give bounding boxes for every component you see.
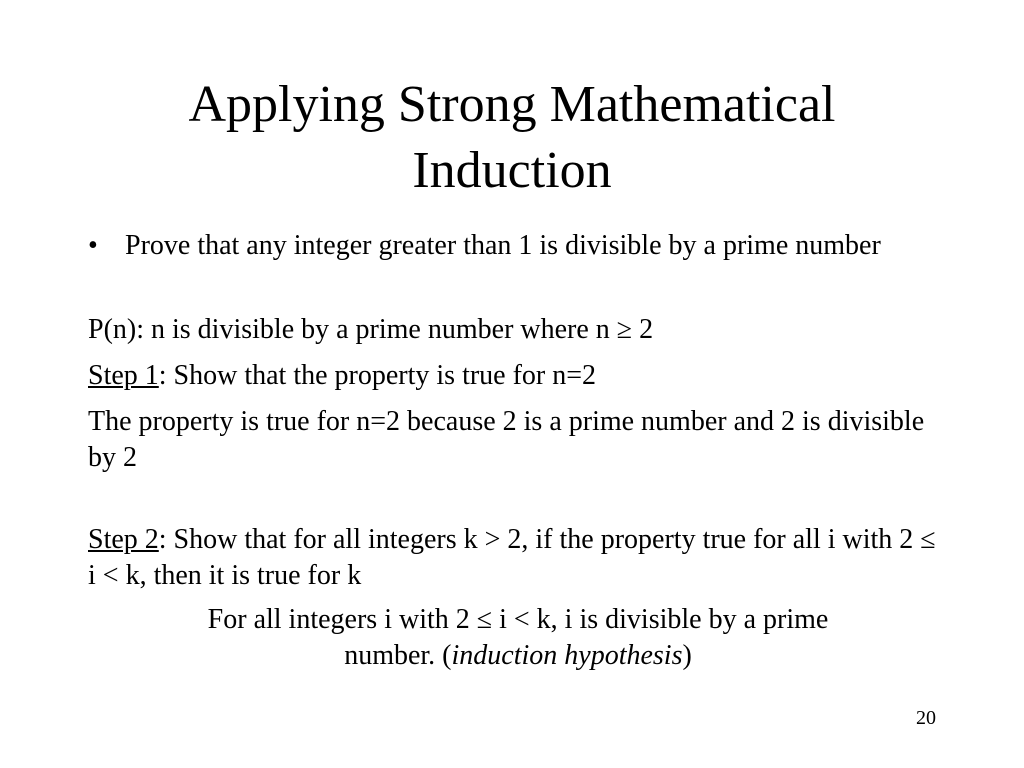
bullet-text: Prove that any integer greater than 1 is divisible by a prime number <box>125 230 881 261</box>
bullet-icon: • <box>88 230 98 261</box>
slide-title <box>0 72 1024 204</box>
induction-hypothesis <box>88 602 948 674</box>
step-1 <box>88 358 948 394</box>
hypothesis-line-1: For all integers i with 2 ≤ i < k, i is divisible by a prime <box>207 604 829 635</box>
title-line-2: Induction <box>412 142 612 199</box>
predicate-definition: P(n): n is divisible by a prime number where n ≥ 2 <box>88 314 654 345</box>
step-2-text: : Show that for all integers k > 2, if the property true for all i with 2 ≤ i < k, then it is true for k <box>88 524 936 591</box>
hypothesis-label: induction hypothesis <box>451 640 683 671</box>
slide-body <box>88 228 948 674</box>
hypothesis-suffix: ) <box>682 640 692 671</box>
page-number: 20 <box>916 707 936 729</box>
step-2-label: Step 2 <box>88 524 159 555</box>
title-line-1: Applying Strong Mathematical <box>188 76 836 133</box>
step-1-label: Step 1 <box>88 360 159 391</box>
step-2 <box>88 522 948 594</box>
bullet-item <box>88 228 948 264</box>
step-1-text: : Show that the property is true for n=2 <box>158 360 597 391</box>
base-case-text: The property is true for n=2 because 2 is a prime number and 2 is divisible by 2 <box>88 406 925 473</box>
hypothesis-prefix: number. ( <box>344 640 452 671</box>
